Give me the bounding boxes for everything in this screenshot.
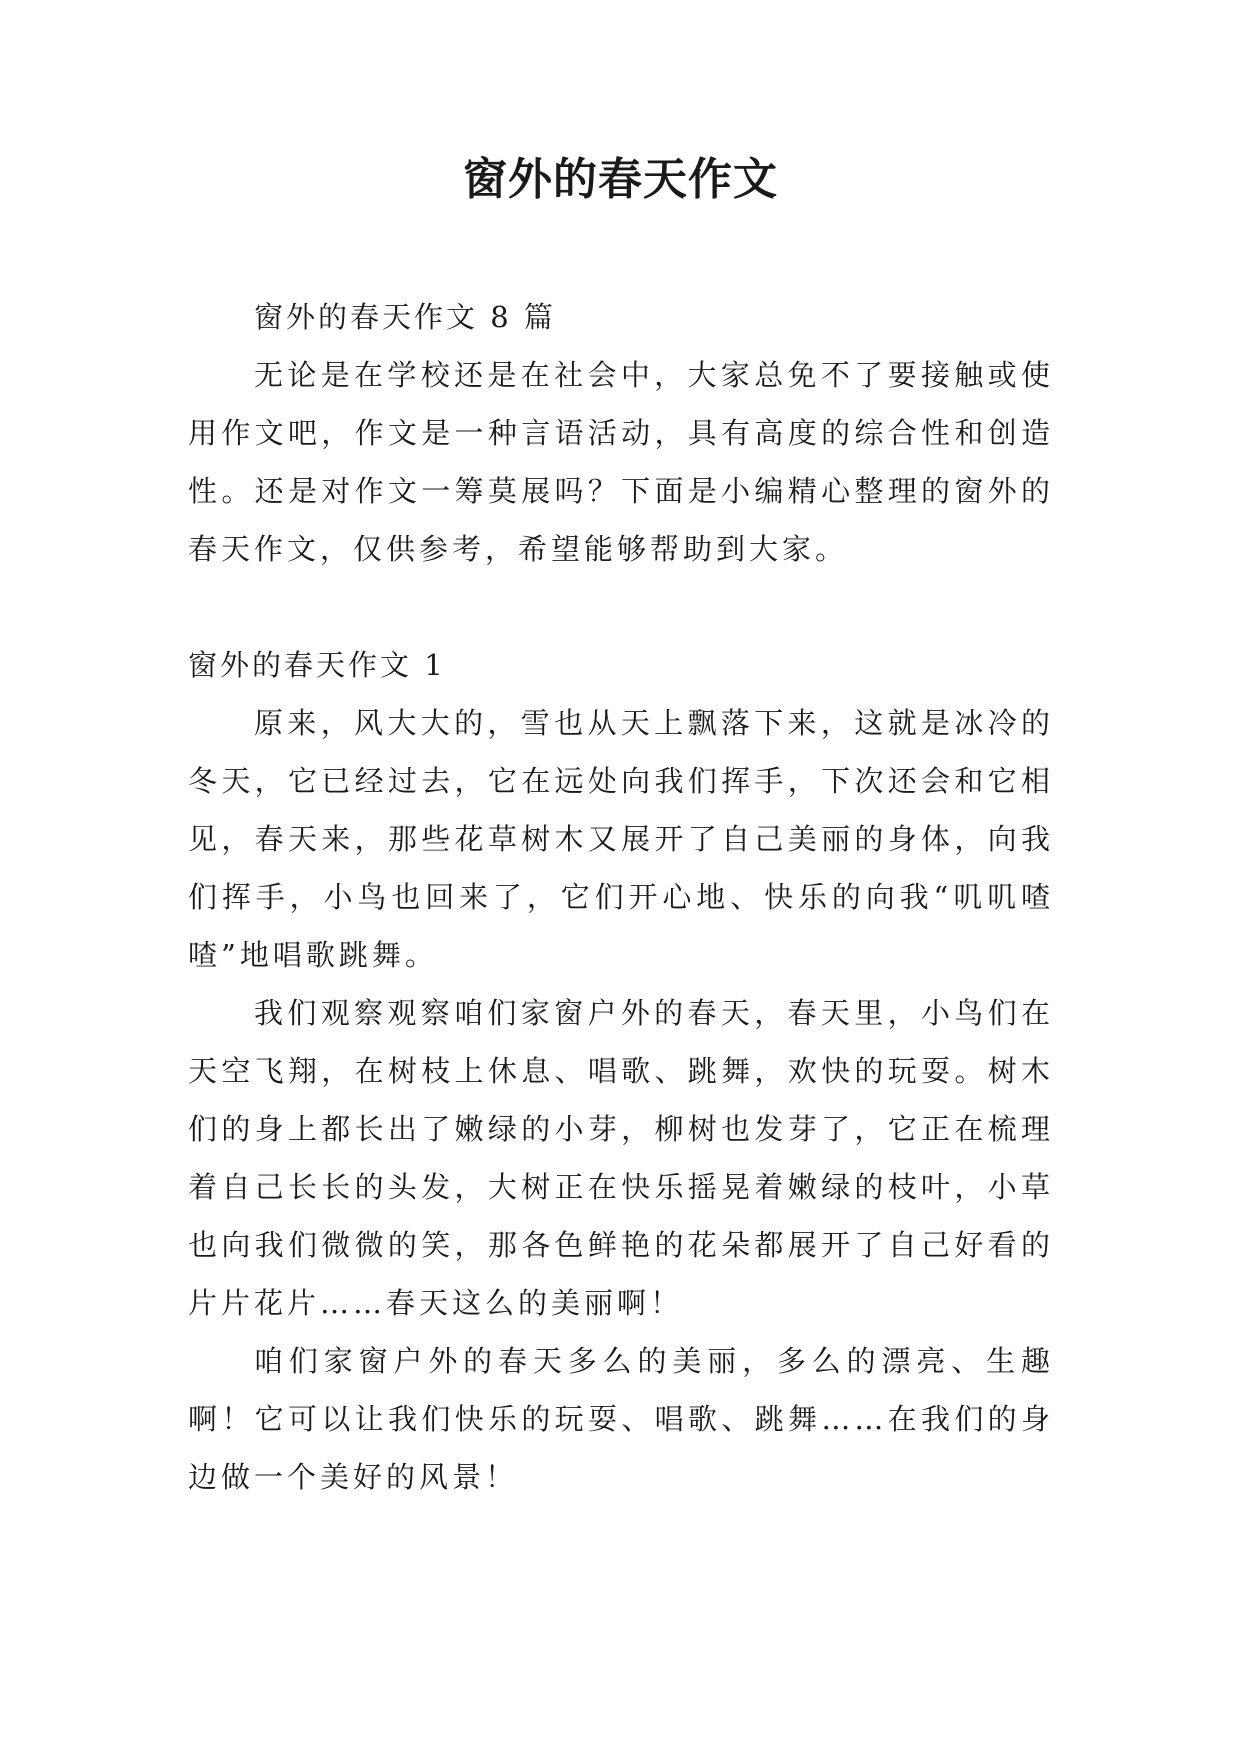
intro-paragraph: 无论是在学校还是在社会中，大家总免不了要接触或使用作文吧，作文是一种言语活动，具有高度的综合性和创造性。还是对作文一筹莫展吗？下面是小编精心整理的窗外的春天作文，仅供参考，希望能够帮助到大家。 [188, 358, 1054, 566]
body-paragraph-3: 咱们家窗户外的春天多么的美丽，多么的漂亮、生趣啊！它可以让我们快乐的玩耍、唱歌、跳舞……在我们的身边做一个美好的风景！ [188, 1344, 1054, 1494]
intro-heading: 窗外的春天作文 8 篇 [254, 300, 556, 334]
section-spacer [188, 578, 1054, 636]
body-paragraph-1: 原来，风大大的，雪也从天上飘落下来，这就是冰冷的冬天，它已经过去，它在远处向我们挥手，下次还会和它相见，春天来，那些花草树木又展开了自己美丽的身体，向我们挥手，小鸟也回来了，它们开心地、快乐的向我“叽叽喳喳”地唱歌跳舞。 [188, 706, 1054, 972]
document-body [188, 288, 1054, 1506]
body-paragraph-2: 我们观察观察咱们家窗户外的春天，春天里，小鸟们在天空飞翔，在树枝上休息、唱歌、跳舞，欢快的玩耍。树木们的身上都长出了嫩绿的小芽，柳树也发芽了，它正在梳理着自己长长的头发，大树正在快乐摇晃着嫩绿的枝叶，小草也向我们微微的笑，那各色鲜艳的花朵都展开了自己好看的片片花片……春天这么的美丽啊！ [188, 996, 1054, 1320]
section-heading: 窗外的春天作文 1 [188, 648, 446, 682]
document-title: 窗外的春天作文 [463, 154, 778, 205]
